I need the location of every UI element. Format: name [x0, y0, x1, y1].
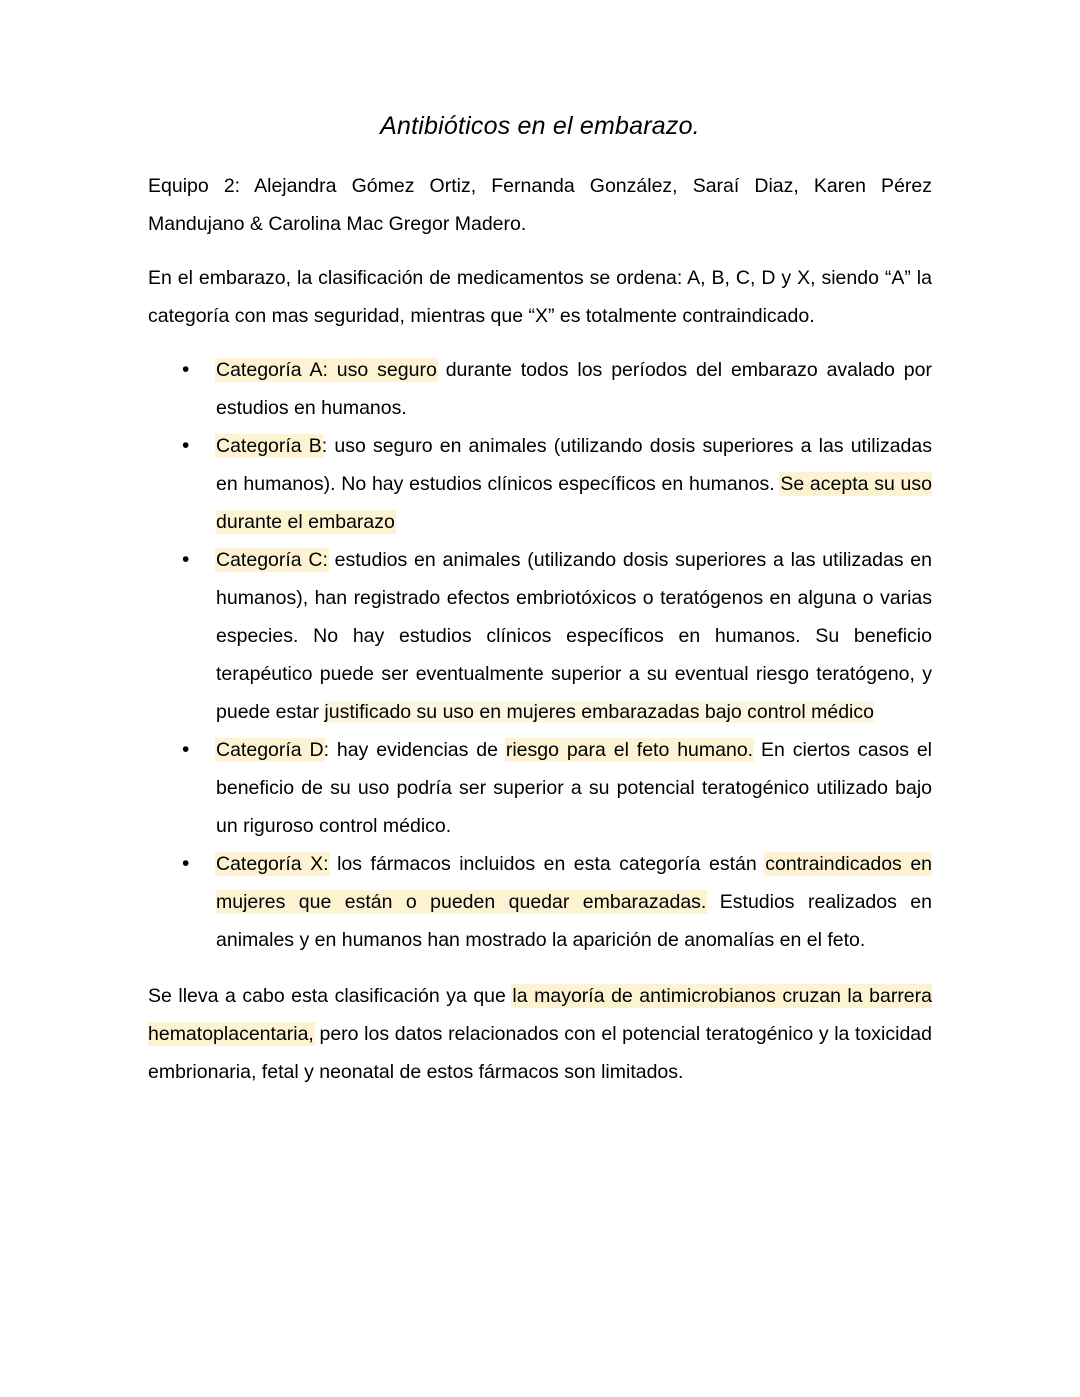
team-paragraph: Equipo 2: Alejandra Gómez Ortiz, Fernanda González, Saraí Diaz, Karen Pérez Mandujano & Carolina Mac Gregor Madero. — [148, 175, 932, 235]
category-d-text-a: : hay evidencias de — [323, 739, 506, 761]
category-d-text-b: En ciertos casos el beneficio de su uso podría ser superior a su potencial teratogénico utilizado bajo un riguroso control médico. — [216, 739, 933, 837]
list-item — [148, 541, 932, 731]
category-a-text: durante todos los períodos del embarazo avalado por estudios en humanos. — [216, 359, 932, 419]
intro-paragraph: En el embarazo, la clasificación de medicamentos se ordena: A, B, C, D y X, siendo “A” la categoría con mas seguridad, mientras que “X” es totalmente contraindicado. — [148, 267, 932, 327]
list-item — [148, 427, 932, 541]
category-c-text: estudios en animales (utilizando dosis superiores a las utilizadas en humanos), han registrado efectos embriotóxicos o teratógenos en alguna o varias especies. No hay estudios clínicos específicos en humanos. Su beneficio terapéutico puede ser eventualmente superior a su eventual riesgo teratógeno, y puede estar — [216, 549, 932, 723]
list-item — [148, 845, 932, 959]
closing-lead: Se lleva a cabo esta clasificación ya que — [148, 985, 513, 1007]
category-c-label: Categoría C: — [216, 549, 328, 571]
category-list — [148, 351, 932, 959]
closing-tail: pero los datos relacionados con el potencial teratogénico y la toxicidad embrionaria, fetal y neonatal de estos fármacos son limitados. — [148, 1023, 932, 1083]
page-title: Antibióticos en el embarazo. — [380, 112, 700, 140]
list-item — [148, 731, 932, 845]
category-x-highlight: contraindicados en mujeres que están o pueden quedar embarazadas. — [216, 853, 933, 913]
category-b-highlight-tail: Se acepta su uso durante el embarazo — [216, 473, 932, 533]
category-d-highlight: riesgo para el feto humano. — [505, 739, 754, 761]
category-x-text-a: los fármacos incluidos en esta categoría están — [328, 853, 766, 875]
category-a-label: Categoría A: uso seguro — [216, 359, 437, 381]
category-x-text-b: Estudios realizados en animales y en humanos han mostrado la aparición de anomalías en el feto. — [216, 891, 932, 951]
list-item — [148, 351, 932, 427]
category-b-text: : uso seguro en animales (utilizando dosis superiores a las utilizadas en humanos). No hay estudios clínicos específicos en humanos. — [216, 435, 933, 495]
category-x-label: Categoría X: — [216, 853, 329, 875]
closing-highlight: la mayoría de antimicrobianos cruzan la barrera hematoplacentaria, — [148, 985, 932, 1045]
category-c-highlight-tail: justificado su uso en mujeres embarazadas bajo control médico — [324, 701, 874, 723]
category-d-label: Categoría D — [216, 739, 324, 761]
closing-paragraph — [148, 977, 932, 1091]
category-b-label: Categoría B — [216, 435, 322, 457]
